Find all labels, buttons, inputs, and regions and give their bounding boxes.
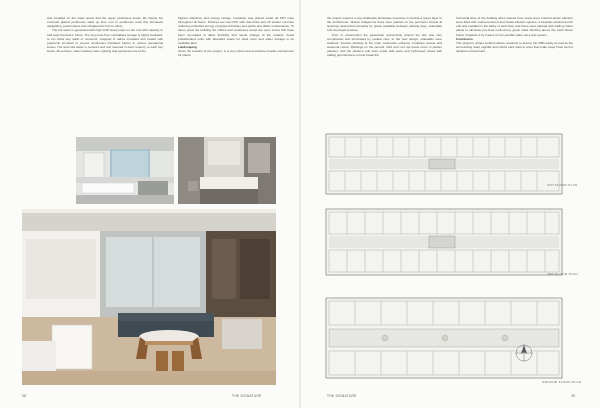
left-col1-para-1: was installed on the lower levels and the upper penthouse levels. By having the enclosed glazed penthouse walls up from roof to penthouse level this increased daylighting, performance and mitigated the font to effect. — [47, 16, 163, 29]
right-page-title: THE SIGNATURE — [327, 394, 357, 398]
right-page-number: 39 — [571, 394, 576, 398]
left-page — [0, 0, 299, 408]
left-col2-para-2: Given the location of the project, in a very urban and sometimes hostile environment for plants, — [178, 49, 294, 58]
north-arrow-icon — [513, 342, 535, 364]
living-room-photo — [22, 209, 276, 385]
right-col1-para-2: Prior to construction the pedestrian connectivity around the site was very complicated and dominated by parked cars. In the new design, sidewalks were widened. Feature planting at the main pedestrian entrance combines texture and seasonal colour. Plantings on the second, third and roof top levels occur in planter planters, and the planters edit were made with sewn and hydroseed mixed with trailing groundcovers to help break the — [327, 32, 442, 58]
bathroom-photo — [76, 137, 174, 204]
right-text-column-2 — [456, 16, 573, 53]
floor-plan-2nd — [325, 208, 563, 276]
plan-label-ground: GROUND FLOOR PLAN — [542, 380, 582, 384]
floor-plan-ground — [325, 297, 563, 379]
left-text-column-1 — [47, 16, 163, 53]
floor-plan-4th — [325, 133, 563, 195]
bedroom-photo — [178, 137, 276, 204]
right-col2-para-2: This project's unique location allows residents to access the CBD easily as well as the surrounding retail, nightlife and Cloths hard mark to enter that make Cape Town such a dynamic environment. — [456, 40, 573, 54]
right-col2-para-1: horizontal lines of the building when viewed from street level. Internal atrium planters were filled with coarse-textured and shade-tolerant species. A bespoke planted bench unit was installed in the lobby of each floor and these were planted with trailing indoor plants to eliminate pre-level multi-storey green walls climbing above the trash flower below. Irrigation is by means of non-potable water via a drip system. — [456, 16, 573, 37]
conclusion-heading: Conclusion — [456, 36, 473, 41]
right-col1-para-1: the project requires a very deliberate landscape response to provide a green layer to the architecture. Mature indigenous trees were planted on the perimeter streets at spacings determined primarily by space available between parking bays, sidewalks and municipal services. — [327, 16, 442, 33]
right-text-column-1 — [327, 16, 442, 58]
right-page — [301, 0, 600, 408]
left-page-title: THE SIGNATURE — [232, 394, 262, 398]
plan-label-4th: 4TH FLOOR PLAN — [547, 183, 578, 187]
plan-label-2nd: 2ND FLOOR PLAN — [547, 272, 578, 276]
left-col1-para-2: The hot water is generated with high COP heat pumps on the roof with capacity to add solar thermal in future. The dog mats from centralised storage is highly insulated, to run shirts any walls or convenor, wrapped in radios insulated and sealed with polymeric emulsion to ensure continuous insulation barrier to reduce operational losses. Hot and cold water is metered and sub metered in each tenancy to each key levels. All services, water sanitary ware, lighting and equipment are of the — [47, 28, 163, 54]
left-page-number: 38 — [22, 394, 27, 398]
left-col2-para-1: highest efficiency and energy ratings. Insulation was placed under all FFH mats throughout all floors. Finishes are low-VOC with face-brick and off shutter concrete reducing embodied energy of plywood finishes and paints and offsite maintenance. To future proof the building the offices and residences areas are open zones that have been dry-walled to allow flexibility and needs change of the tenants. Avoid prefabricated units with allocated space for plant room and water storage to be available later. — [178, 16, 294, 45]
left-text-column-2 — [178, 16, 294, 58]
landscaping-heading: Landscaping — [178, 45, 197, 50]
